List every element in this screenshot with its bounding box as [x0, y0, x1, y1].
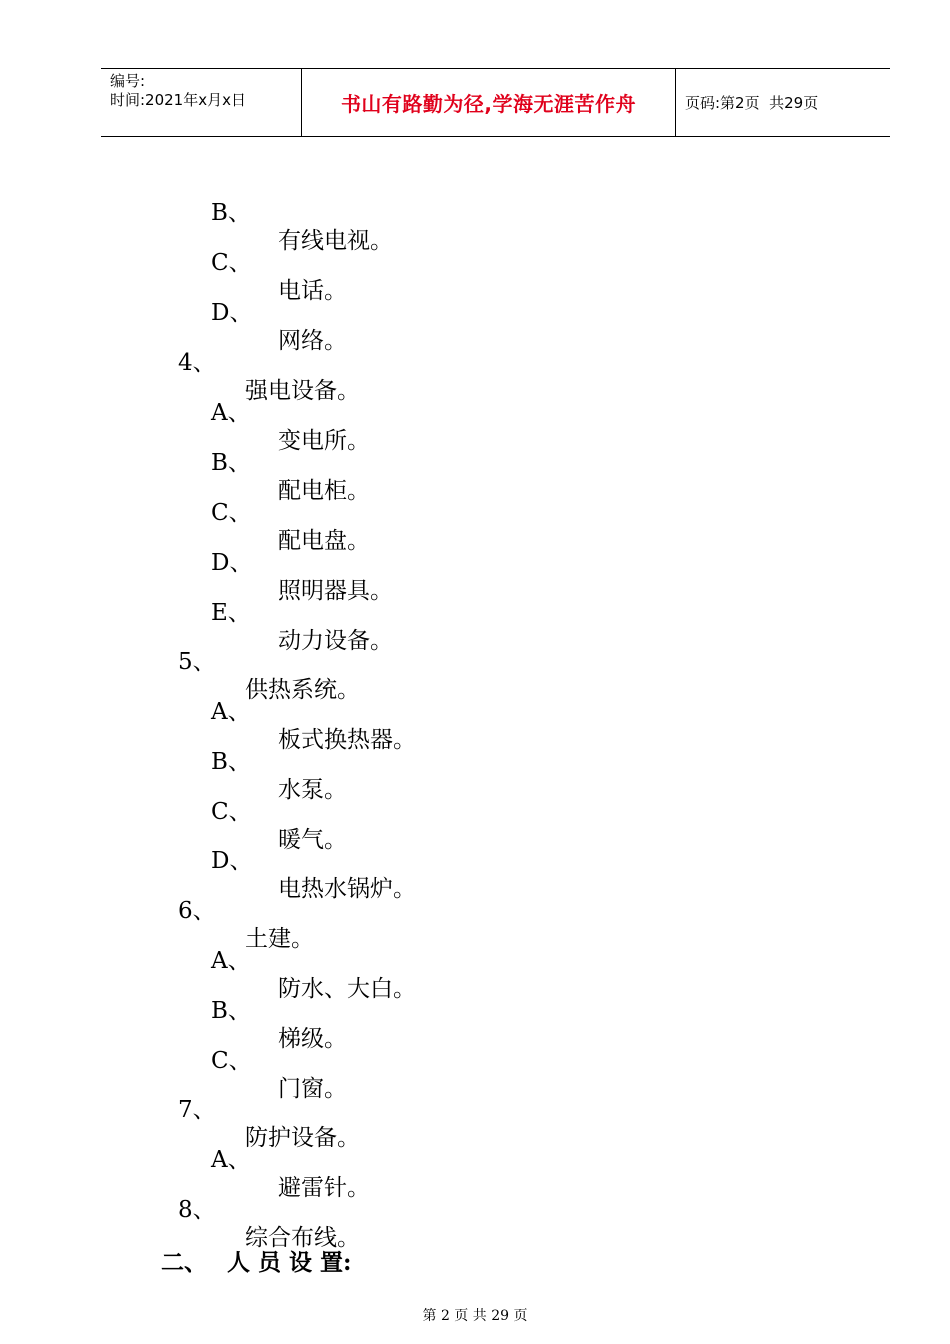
list-text: 照明器具。	[278, 578, 393, 604]
number-label: 编号:	[110, 72, 146, 90]
list-marker: A、	[211, 699, 251, 725]
header-motto: 书山有路勤为径,学海无涯苦作舟	[302, 69, 676, 136]
list-marker: 6、	[178, 898, 216, 924]
list-marker: C、	[211, 500, 252, 526]
list-marker: 4、	[178, 350, 216, 376]
list-marker: D、	[211, 550, 253, 576]
header-meta	[101, 69, 302, 136]
list-text: 变电所。	[278, 428, 370, 454]
list-marker: E、	[211, 600, 251, 626]
section-marker: 二、	[161, 1249, 208, 1276]
list-marker: C、	[211, 250, 252, 276]
list-text: 梯级。	[278, 1026, 347, 1052]
list-marker: 8、	[178, 1197, 216, 1223]
list-text: 配电柜。	[278, 478, 370, 504]
list-text: 动力设备。	[278, 628, 393, 654]
list-marker: 7、	[178, 1097, 216, 1123]
header-page-info: 页码:第2页 共29页	[685, 94, 819, 112]
list-text: 网络。	[278, 328, 347, 354]
list-marker: C、	[211, 1048, 252, 1074]
section-title: 人 员 设 置:	[227, 1249, 352, 1276]
list-text: 供热系统。	[245, 677, 360, 703]
list-marker: C、	[211, 799, 252, 825]
list-marker: A、	[211, 1147, 251, 1173]
list-text: 防护设备。	[245, 1125, 360, 1151]
list-marker: D、	[211, 300, 253, 326]
page-header	[101, 68, 890, 137]
list-marker: D、	[211, 848, 253, 874]
list-text: 电热水锅炉。	[278, 876, 416, 902]
list-text: 水泵。	[278, 777, 347, 803]
list-marker: B、	[211, 749, 251, 775]
list-text: 暖气。	[278, 827, 347, 853]
list-text: 有线电视。	[278, 228, 393, 254]
list-text: 强电设备。	[245, 378, 360, 404]
list-marker: B、	[211, 450, 251, 476]
list-marker: B、	[211, 200, 251, 226]
list-text: 土建。	[245, 926, 314, 952]
list-marker: A、	[211, 400, 251, 426]
list-text: 门窗。	[278, 1076, 347, 1102]
list-text: 配电盘。	[278, 528, 370, 554]
list-text: 避雷针。	[278, 1175, 370, 1201]
list-text: 板式换热器。	[278, 727, 416, 753]
page-footer: 第 2 页 共 29 页	[422, 1308, 528, 1324]
list-item	[178, 869, 314, 953]
list-text: 综合布线。	[245, 1225, 360, 1251]
list-marker: A、	[211, 948, 251, 974]
section-heading	[145, 1217, 352, 1277]
list-text: 电话。	[278, 278, 347, 304]
time-label: 时间:2021年x月x日	[110, 91, 246, 109]
list-marker: B、	[211, 998, 251, 1024]
list-marker: 5、	[178, 649, 216, 675]
list-text: 防水、大白。	[278, 976, 416, 1002]
